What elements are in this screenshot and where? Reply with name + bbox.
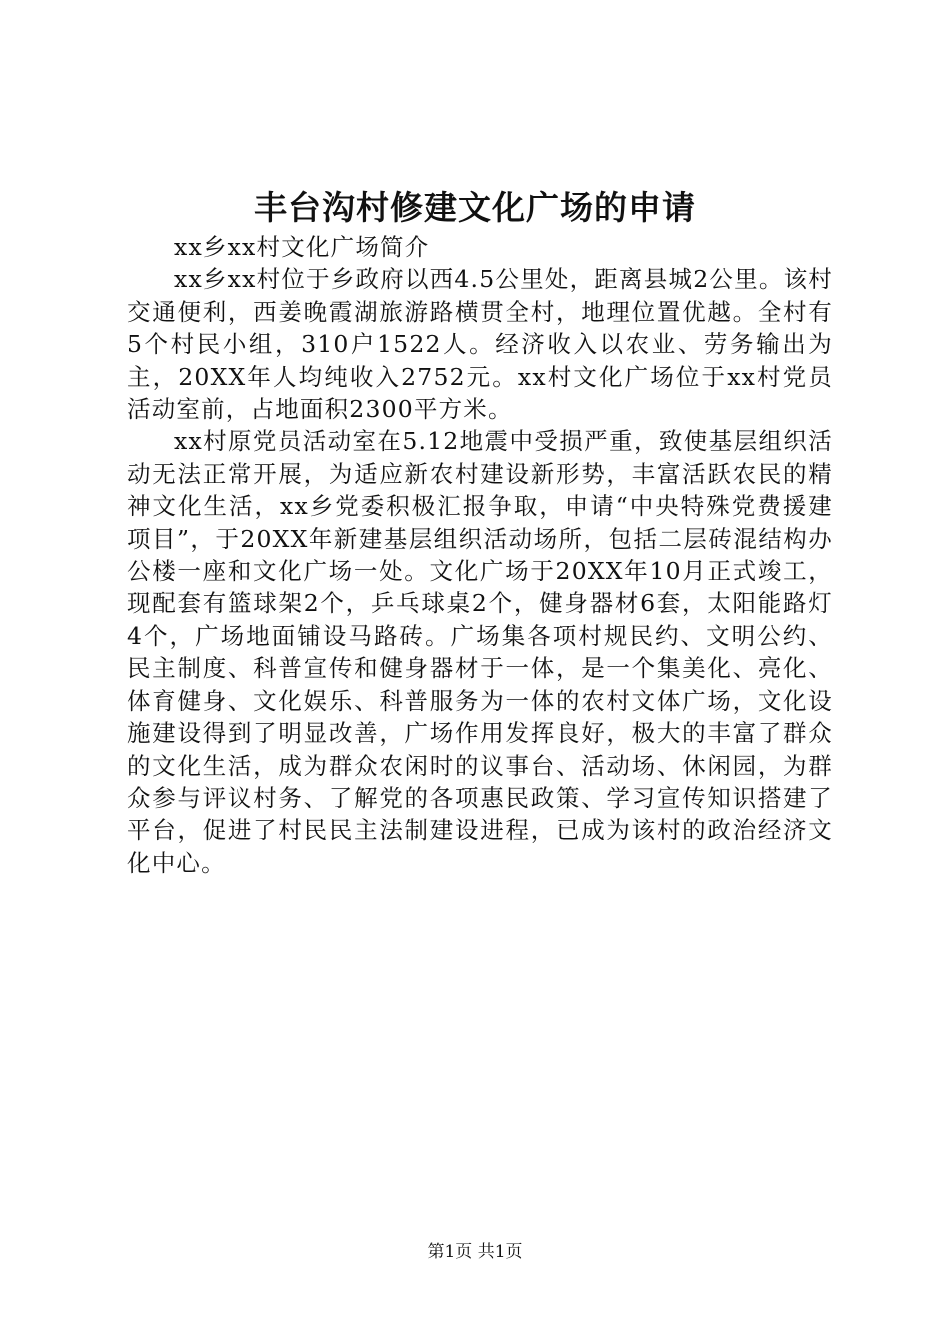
paragraph-intro-heading: xx乡xx村文化广场简介: [174, 233, 430, 261]
paragraph-village-overview: xx乡xx村位于乡政府以西4.5公里处，距离县城2公里。该村交通便利，西姜晚霞湖旅游路横贯全村，地理位置优越。全村有5个村民小组，310户1522人。经济收入以农业、劳务输出为主，20XX年人均纯收入2752元。xx村文化广场位于xx村党员活动室前，占地面积2300平方米。: [127, 265, 833, 424]
paragraph-plaza-construction: xx村原党员活动室在5.12地震中受损严重，致使基层组织活动无法正常开展，为适应新农村建设新形势，丰富活跃农民的精神文化生活，xx乡党委积极汇报争取，申请“中央特殊党费援建项目”，于20XX年新建基层组织活动场所，包括二层砖混结构办公楼一座和文化广场一处。文化广场于20XX年10月正式竣工，现配套有篮球架2个，乒乓球桌2个，健身器材6套，太阳能路灯4个，广场地面铺设马路砖。广场集各项村规民约、文明公约、民主制度、科普宣传和健身器材于一体，是一个集美化、亮化、体育健身、文化娱乐、科普服务为一体的农村文体广场，文化设施建设得到了明显改善，广场作用发挥良好，极大的丰富了群众的文化生活，成为群众农闲时的议事台、活动场、休闲园，为群众参与评议村务、了解党的各项惠民政策、学习宣传知识搭建了平台，促进了村民民主法制建设进程，已成为该村的政治经济文化中心。: [127, 427, 833, 877]
page-number-footer: 第1页 共1页: [427, 1242, 523, 1262]
document-body: [127, 231, 833, 879]
document-title: 丰台沟村修建文化广场的申请: [254, 188, 696, 227]
